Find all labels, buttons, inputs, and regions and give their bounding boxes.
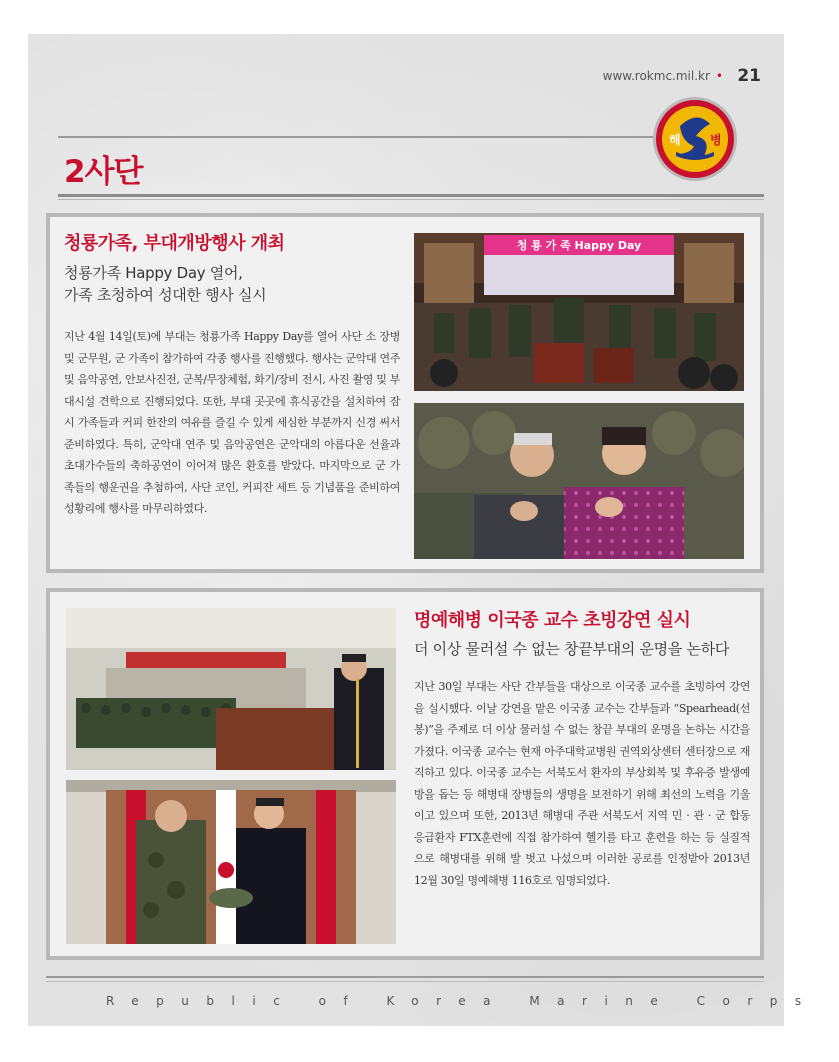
article1-subtitle-line2: 가족 초청하여 성대한 행사 실시 xyxy=(64,286,267,304)
photo-military-band-concert xyxy=(414,233,744,391)
division-title: 2사단 xyxy=(64,154,143,190)
footer-divider xyxy=(46,976,764,978)
emblem-left-char: 해 xyxy=(669,133,681,147)
article2-title: 명예해병 이국종 교수 초빙강연 실시 xyxy=(414,610,691,631)
article1-title: 청룡가족, 부대개방행사 개최 xyxy=(64,233,285,254)
photo-honorary-marine-ceremony xyxy=(66,780,396,944)
article-box-family-day xyxy=(46,213,764,573)
article-box-lecture xyxy=(46,588,764,960)
footer-divider-thin xyxy=(46,981,764,982)
concert-banner-text: 청 룡 가 족 Happy Day xyxy=(516,239,642,252)
photo-lecture-hall xyxy=(66,608,396,770)
url-separator: • xyxy=(715,69,723,83)
website-url xyxy=(603,69,729,83)
article2-body: 지난 30일 부대는 사단 간부들을 대상으로 이국종 교수를 초빙하여 강연을 실시했다. 이날 강연을 맡은 이국종 교수는 간부들과 “Spearhead(선봉)”을 주제로 더 이상 물러설 수 없는 창끝 부대의 운명을 논하는 시간을 가졌다. 이국종 교수는 현재 아주대학교병원 권역외상센터 센터장으로 재직하고 있다. 이국종 교수는 서북도서 환자의 부상회복 및 후유증 발생예방을 돕는 등 해병대 장병들의 생명을 보전하기 위해 최선의 노력을 기울이고 있으며 또한, 2013년 해병대 주관 서북도서 지역 민 · 관 · 군 합동 응급환자 FTX훈련에 직접 참가하여 헬기를 타고 훈련을 하는 등 실질적으로 해병대를 위해 발 벗고 나섰으며 이러한 공로를 인정받아 2013년 12월 30일 명예해병 116호로 임명되었다. xyxy=(414,680,750,887)
title-divider xyxy=(58,194,764,197)
url-text: www.rokmc.mil.kr xyxy=(602,69,710,83)
title-divider-thin xyxy=(58,199,764,200)
page-number: 21 xyxy=(737,66,761,86)
marine-corps-emblem xyxy=(652,96,738,182)
emblem-right-char: 병 xyxy=(710,133,722,147)
article1-body: 지난 4월 14일(토)에 부대는 청룡가족 Happy Day를 열어 사단 소 장병 및 군무원, 군 가족이 참가하여 각종 행사를 진행했다. 행사는 군악대 연주 및 음악공연, 안보사진전, 군복/무장체험, 화기/장비 전시, 사진 촬영 및 부대시설 견학으로 진행되었다. 또한, 부대 곳곳에 휴식공간을 설치하여 잠시 가족들과 커피 한잔의 여유를 즐길 수 있게 세심한 부분까지 신경 써서 준비하였다. 특히, 군악대 연주 및 음악공연은 군악대의 아름다운 선율과 초대가수들의 축하공연이 이어져 많은 환호를 받았다. 마지막으로 군 가족들의 행운권을 추첨하여, 사단 코인, 커피잔 세트 등 기념품을 준비하여 성황리에 행사를 마무리하였다. xyxy=(64,330,400,515)
header-divider xyxy=(58,136,668,138)
article1-subtitle-line1: 청룡가족 Happy Day 열어, xyxy=(64,264,243,282)
footer-text: Republic of Korea Marine Corps xyxy=(106,994,819,1008)
photo-family-guests-clapping xyxy=(414,403,744,559)
article2-subtitle: 더 이상 물러설 수 없는 창끝부대의 운명을 논하다 xyxy=(414,640,730,658)
